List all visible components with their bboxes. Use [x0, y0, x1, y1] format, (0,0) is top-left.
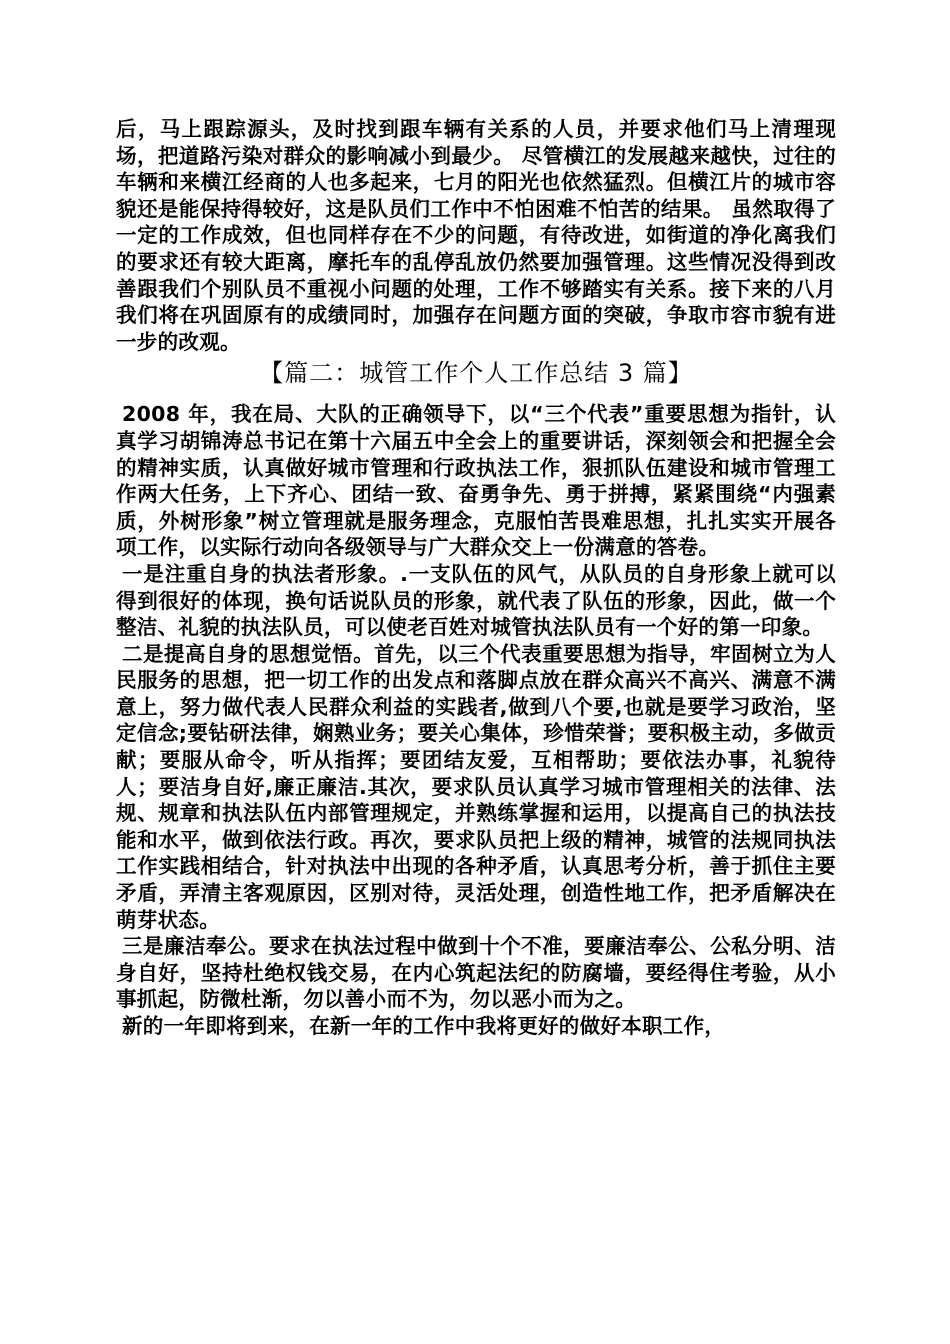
- paragraph-point-three: 三是廉洁奉公。要求在执法过程中做到十个不准，要廉洁奉公、公私分明、洁身自好，坚持杜绝权钱交易，在内心筑起法纪的防腐墙，要经得住考验，从小事抓起，防微杜渐，勿以善小而不为，勿以恶小而为之。: [116, 934, 836, 1012]
- document-page: [116, 116, 836, 1040]
- paragraph-point-one: 一是注重自身的执法者形象。.一支队伍的风气，从队员的自身形象上就可以得到很好的体现，换句话说队员的形象，就代表了队伍的形象，因此，做一个整洁、礼貌的执法队员，可以使老百姓对城管执法队员有一个好的第一印象。: [116, 561, 836, 640]
- paragraph-closing: 新的一年即将到来，在新一年的工作中我将更好的做好本职工作，: [122, 1014, 726, 1038]
- paragraph-continuation: 后，马上跟踪源头，及时找到跟车辆有关系的人员，并要求他们马上清理现场，把道路污染对群众的影响减小到最少。 尽管横江的发展越来越快，过往的车辆和来横江经商的人也多起来，七月的阳光也依然猛烈。但横江片的城市容貌还是能保持得较好，这是队员们工作中不怕困难不怕苦的结果。 虽然取得了一定的工作成效，但也同样存在不少的问题，有待改进，如街道的净化离我们的要求还有较大距离，摩托车的乱停乱放仍然要加强管理。这些情况没得到改善跟我们个别队员不重视小问题的处理，工作不够踏实有关系。接下来的八月我们将在巩固原有的成绩同时，加强存在问题方面的突破，争取市容市貌有进一步的改观。: [116, 117, 836, 354]
- section-heading: 【篇二：城管工作个人工作总结 3 篇】: [259, 359, 693, 388]
- paragraph-intro: 2008 年，我在局、大队的正确领导下，以“三个代表”重要思想为指针，认真学习胡锦涛总书记在第十六届五中全会上的重要讲话，深刻领会和把握全会的精神实质，认真做好城市管理和行政执法工作，狠抓队伍建设和城市管理工作两大任务，上下齐心、团结一致、奋勇争先、勇于拼搏，紧紧围绕“内强素质，外树形象”树立管理就是服务理念，克服怕苦畏难思想，扎扎实实开展各项工作，以实际行动向各级领导与广大群众交上一份满意的答卷。: [116, 402, 836, 560]
- paragraph-point-two: 二是提高自身的思想觉悟。首先，以三个代表重要思想为指导，牢固树立为人民服务的思想，把一切工作的出发点和落脚点放在群众高兴不高兴、满意不满意上，努力做代表人民群众利益的实践者,做到八个要,也就是要学习政治，坚定信念;要钻研法律，娴熟业务；要关心集体，珍惜荣誉；要积极主动，多做贡献；要服从命令，听从指挥；要团结友爱，互相帮助；要依法办事，礼貌待人；要洁身自好,廉正廉洁.其次，要求队员认真学习城市管理相关的法律、法规、规章和执法队伍内部管理规定，并熟练掌握和运用，以提高自己的执法技能和水平，做到依法行政。再次，要求队员把上级的精神，城管的法规同执法工作实践相结合，针对执法中出现的各种矛盾，认真思考分析，善于抓住主要矛盾，弄清主客观原因，区别对待，灵活处理，创造性地工作，把矛盾解决在萌芽状态。: [116, 641, 836, 932]
